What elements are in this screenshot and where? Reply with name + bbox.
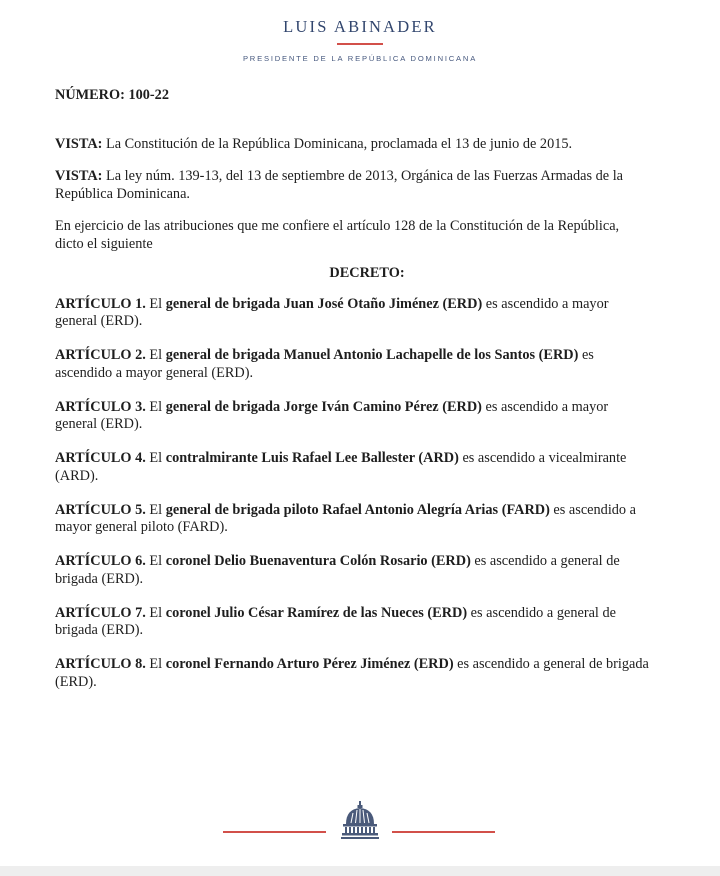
- vista-ley: [55, 168, 651, 203]
- article-post: es ascendido a general de brigada (ERD).: [55, 604, 616, 638]
- article-officer: coronel Julio César Ramírez de las Nueces (ERD): [165, 604, 468, 621]
- vista-label: VISTA:: [55, 168, 103, 184]
- article-post: es ascendido a mayor general piloto (FARD).: [55, 501, 637, 535]
- article-officer: coronel Fernando Arturo Pérez Jiménez (ERD): [165, 656, 454, 672]
- article-post: es ascendido a mayor general (ERD).: [55, 347, 594, 381]
- article-officer: general de brigada Jorge Iván Camino Pérez (ERD): [165, 398, 482, 415]
- vista-text: La ley núm. 139-13, del 13 de septiembre de 2013, Orgánica de las Fuerzas Armadas de la República Dominicana.: [55, 168, 624, 202]
- letterhead-divider: [337, 43, 383, 45]
- article-6: [55, 553, 651, 588]
- decreto-heading: DECRETO:: [329, 265, 405, 281]
- article-label: ARTÍCULO 4.: [55, 450, 146, 466]
- article-post: es ascendido a mayor general (ERD).: [55, 295, 609, 329]
- article-officer: coronel Delio Buenaventura Colón Rosario (ERD): [165, 553, 471, 569]
- article-officer: general de brigada piloto Rafael Antonio Alegría Arias (FARD): [165, 501, 550, 518]
- article-officer: contralmirante Luis Rafael Lee Ballester (ARD): [165, 450, 459, 466]
- article-officer: general de brigada Manuel Antonio Lachapelle de los Santos (ERD): [165, 347, 579, 363]
- vista-text: La Constitución de la República Dominicana, proclamada el 13 de junio de 2015.: [102, 135, 573, 152]
- decree-body: [55, 87, 651, 708]
- article-pre: El: [145, 295, 166, 312]
- article-pre: El: [145, 656, 166, 672]
- article-2: [55, 347, 651, 382]
- page-edge: [0, 866, 720, 876]
- national-palace-dome-icon: [338, 800, 382, 840]
- letterhead: [0, 17, 720, 63]
- article-1: [55, 296, 651, 331]
- vista-label: VISTA:: [55, 135, 103, 152]
- vista-constitucion: [55, 136, 651, 154]
- article-pre: El: [145, 398, 166, 415]
- letterhead-subtitle: PRESIDENTE DE LA REPÚBLICA DOMINICANA: [242, 54, 478, 63]
- article-label: ARTÍCULO 8.: [55, 656, 146, 672]
- article-officer: general de brigada Juan José Otaño Jiménez (ERD): [165, 295, 483, 312]
- article-pre: El: [145, 501, 166, 518]
- article-label: ARTÍCULO 7.: [55, 604, 146, 621]
- article-label: ARTÍCULO 3.: [55, 398, 146, 415]
- article-label: ARTÍCULO 1.: [55, 295, 146, 312]
- article-pre: El: [145, 604, 166, 621]
- article-label: ARTÍCULO 2.: [55, 347, 146, 363]
- page-footer: [0, 800, 720, 840]
- article-label: ARTÍCULO 5.: [55, 501, 146, 518]
- letterhead-name: LUIS ABINADER: [283, 17, 437, 36]
- decree-number: NÚMERO: 100-22: [55, 87, 169, 103]
- footer-rule-right: [392, 831, 495, 833]
- article-4: [55, 450, 651, 485]
- article-5: [55, 502, 651, 537]
- article-pre: El: [145, 553, 166, 569]
- article-post: es ascendido a mayor general (ERD).: [55, 398, 609, 432]
- article-pre: El: [145, 450, 166, 466]
- ejercicio-paragraph: En ejercicio de las atribuciones que me confiere el artículo 128 de la Constitución de la República, dicto el siguiente: [55, 218, 620, 252]
- article-pre: El: [145, 347, 166, 363]
- article-3: [55, 399, 651, 434]
- article-8: [55, 656, 651, 691]
- article-post: es ascendido a vicealmirante (ARD).: [55, 450, 627, 484]
- article-post: es ascendido a general de brigada (ERD).: [55, 656, 649, 690]
- footer-rule-left: [223, 831, 326, 833]
- article-label: ARTÍCULO 6.: [55, 553, 146, 569]
- article-post: es ascendido a general de brigada (ERD).: [55, 553, 620, 587]
- article-7: [55, 605, 651, 640]
